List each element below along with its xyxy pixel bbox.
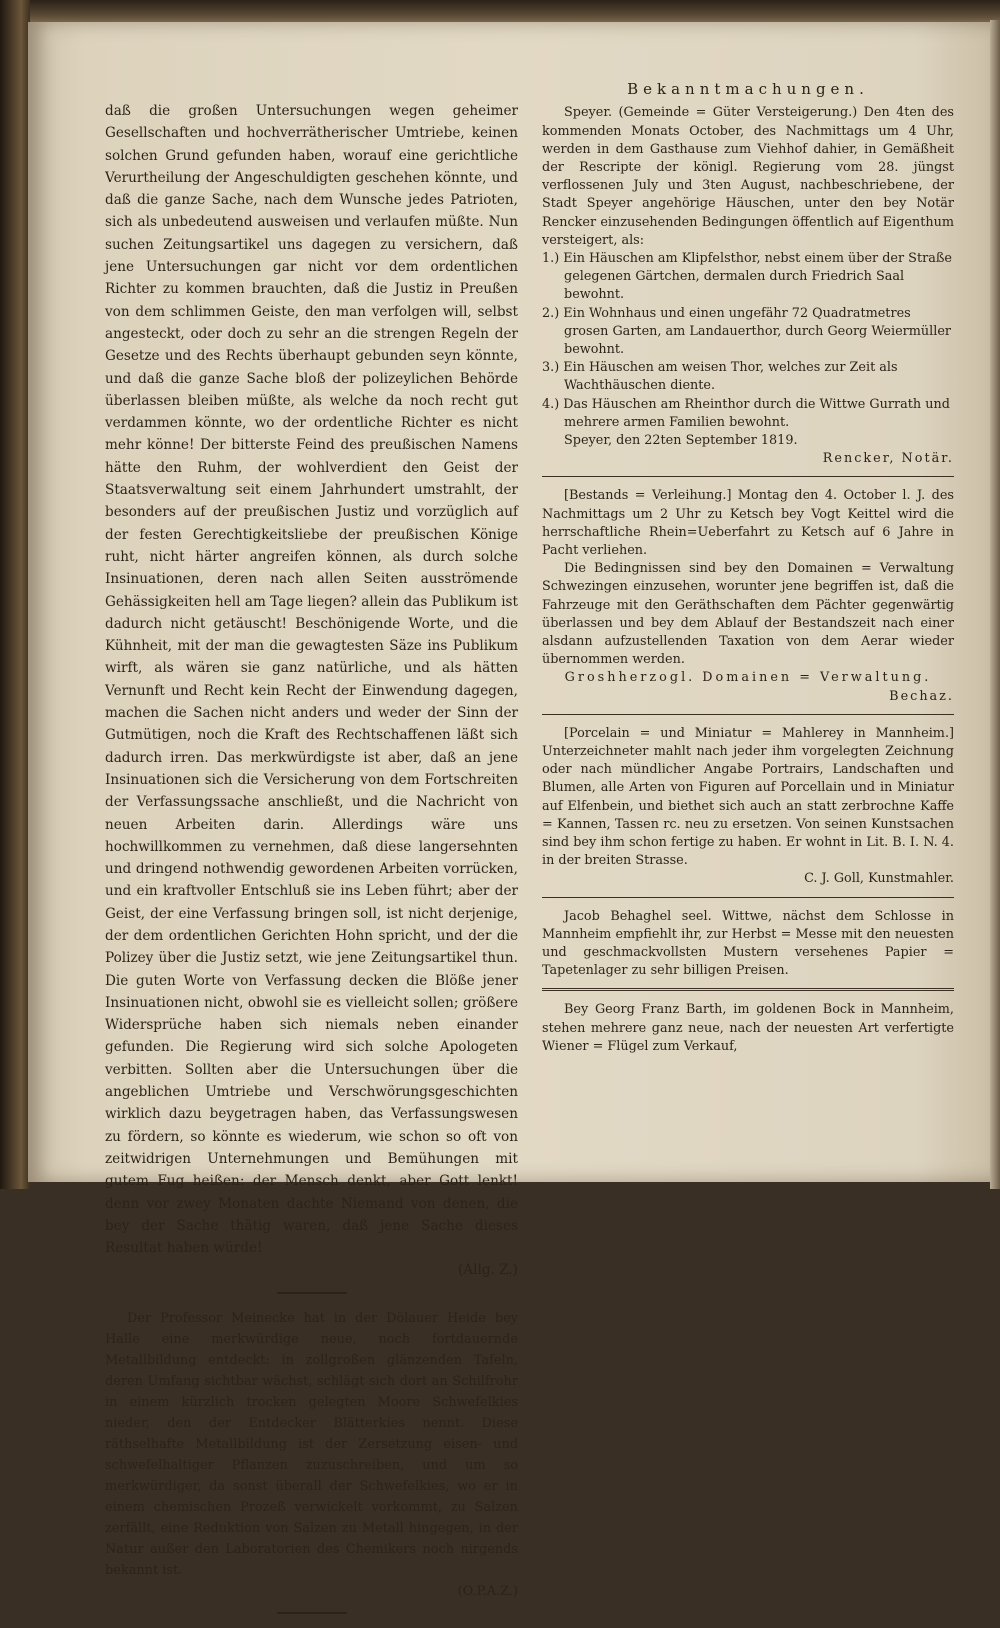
- divider-double: [542, 988, 954, 991]
- article-meinecke: Der Professor Meinecke hat in der Dölauer Heide bey Halle eine merkwürdige neue, noch fortdauernde Metallbildung entdeckt: in zollgroßen glänzenden Tafeln, deren Umfang sichtbar wächst, schlägt sich dort an Schilfrohr in einem kürzlich trocken gelegten Moore Schwefelkies nieder, den der Entdecker Blätterkies nennt. Diese räthselhafte Metallbildung ist der Zersetzung eisen- und schwefelhaltiger Pflanzen zuzuschreiben, und um so merkwürdiger, da sonst überall der Schwefelkies, wo er in einem chemischen Prozeß verwickelt vorkommt, zu Salzen zerfällt, eine Reduktion von Salzen zu Metall hingegen, in der Natur außer den Laboratorien des Chemikers noch nirgends bekannt ist.: [105, 1310, 518, 1578]
- notice-speyer-text: Speyer. (Gemeinde = Güter Versteigerung.) Den 4ten des kommenden Monats October, des Nachmittags um 4 Uhr, werden in dem Gasthause zum Viehhof dahier, in Gemäßheit der Rescripte der königl. Regierung vom 28. jüngst verflossenen July und 3ten August, nachbeschriebene, der Stadt Speyer angehörige Häuschen, unter den bey Notär Rencker einzusehenden Bedingungen öffentlich auf Eigenthum versteigert, als:: [542, 105, 954, 248]
- right-column: [542, 78, 954, 1056]
- notice-barth-text: Bey Georg Franz Barth, im goldenen Bock in Mannheim, stehen mehrere ganz neue, nach der neuesten Art verfertigte Wiener = Flügel zum Verkauf,: [542, 1002, 954, 1054]
- source-opaz: (O.P.A.Z.): [457, 1583, 518, 1599]
- list-item: 4.) Das Häuschen am Rheinthor durch die Wittwe Gurrath und mehrere armen Familien bewohnt.: [542, 396, 950, 430]
- book-spine: [0, 0, 30, 1189]
- divider-short: [277, 1292, 347, 1294]
- notice-behaghel-text: Jacob Behaghel seel. Wittwe, nächst dem Schlosse in Mannheim empfiehlt ihr, zur Herbst = Messe mit den neuesten und geschmackvollsten Mustern versehenes Papier = Tapetenlager zu sehr billigen Preisen.: [542, 908, 954, 979]
- notice-speyer-items: [542, 250, 954, 432]
- notice-porcelain-signature: C. J. Goll, Kunstmahler.: [804, 871, 954, 887]
- page-right-edge: [990, 20, 1000, 1189]
- notice-bestand-signature-2: Bechaz.: [889, 688, 954, 704]
- list-item: 3.) Ein Häuschen am weisen Thor, welches zur Zeit als Wachthäuschen diente.: [542, 360, 898, 394]
- notice-bestand-text-2: Die Bedingnissen sind bey den Domainen = Verwaltung Schwezingen einzusehen, worunter jene begriffen ist, daß die Fahrzeuge mit den Geräthschaften dem Pächter gegenwärtig überlassen und bey dem Ablauf der Bestandszeit nach einer alsdann aufzustellenden Taxation von dem Aerar wieder übernommen werden.: [542, 561, 954, 668]
- divider: [542, 897, 954, 898]
- section-heading: Bekanntmachungen.: [627, 80, 869, 98]
- divider: [542, 714, 954, 715]
- source-allg-z: (Allg. Z.): [458, 1262, 518, 1279]
- list-item: 2.) Ein Wohnhaus und einen ungefähr 72 Quadratmetres grosen Garten, am Landauerthor, durch Georg Weiermüller bewohnt.: [542, 305, 952, 357]
- divider-short-2: [277, 1612, 347, 1614]
- notice-porcelain-text: [Porcelain = und Miniatur = Mahlerey in Mannheim.] Unterzeichneter mahlt nach jeder ihm vorgelegten Zeichnung oder nach mündlicher Angabe Portrairs, Landschaften und Blumen, alle Arten von Figuren auf Porcellain und in Miniatur auf Elfenbein, und biethet sich auch an statt zerbrochne Kaffe = Kannen, Tassen rc. neu zu ersetzen. Von seinen Kunstsachen sind bey ihm schon fertige zu haben. Er wohnt in Lit. B. I. N. 4. in der breiten Strasse.: [542, 725, 954, 869]
- article-umtriebe: daß die großen Untersuchungen wegen geheimer Gesellschaften und hochverrätherischer Umtriebe, keinen solchen Grund gefunden haben, worauf eine gerichtliche Verurtheilung der Angeschuldigten geschehen könnte, und daß die ganze Sache, nach dem Wunsche jedes Patrioten, sich als unbedeutend ausweisen und verlaufen müßte. Nun suchen Zeitungsartikel uns dagegen zu versichern, daß jene Untersuchungen gar nicht vor dem ordentlichen Richter zu kommen brauchten, daß die Justiz in Preußen von dem schlimmen Geiste, den man verfolgen will, selbst angesteckt, oder doch zu sehr an die strengen Regeln der Gesetze und des Rechts überhaupt gebunden seyn könnte, und daß die ganze Sache bloß der polizeylichen Behörde überlassen bleiben müßte, als welche da noch recht gut verdammen könnte, wo der ordentliche Richter es nicht mehr könne! Der bitterste Feind des preußischen Namens hätte den Ruhm, der wohlverdient den Geist der Staatsverwaltung seit einem Jahrhundert umstrahlt, der besonders auf der preußischen Justiz und vorzüglich auf der festen Gerechtigkeitsliebe der preußischen Könige ruht, nicht härter angreifen können, als durch solche Insinuationen, deren nach allen Seiten ausströmende Gehässigkeiten hell am Tage liegen? allein das Publikum ist dadurch nicht getäuscht! Beschönigende Worte, und die Kühnheit, mit der man die gewagtesten Säze ins Publikum wirft, als wären sie ganz natürliche, und als hätten Vernunft und Recht kein Recht der Einwendung dagegen, machen die Sachen nicht anders und weder der Sinn der Gutmütigen, noch die Kraft des Rechtschaffenen läßt sich dadurch irren. Das merkwürdigste ist aber, daß an jene Insinuationen sich die Versicherung von dem Fortschreiten der Verfassungssache anschließt, und die Nachricht von neuen Arbeiten darin. Allerdings wäre uns hochwillkommen zu vernehmen, daß diese langersehnten und dringend nothwendig gewordenen Arbeiten vorrücken, und ein kraftvoller Entschluß sie ins Leben führt; aber der Geist, der eine Verfassung bringen soll, ist nicht derjenige, der dem ordentlichen Gerichten Hohn spricht, und der die Polizey über die Justiz setzt, wie jene Zeitungsartikel thun. Die guten Worte von Verfassung decken die Blöße jener Insinuationen nicht, obwohl sie es vielleicht sollen; größere Widersprüche haben sich niemals neben einander gefunden. Die Regierung wird sich solche Apologeten verbitten. Sollten aber die Untersuchungen über die angeblichen Umtriebe und Verschwörungsgeschichten wirklich dazu beygetragen haben, das Verfassungswesen zu fördern, so könnte es wiederum, wie schon so oft von zeitwidrigen Unternehmungen und Bemühungen mit gutem Fug heißen: der Mensch denkt, aber Gott lenkt! denn vor zwey Monaten dachte Niemand von denen, die bey der Sache thätig waren, daß jene Sache dieses Resultat haben würde!: [105, 103, 518, 1257]
- notice-speyer-dateline: Speyer, den 22ten September 1819.: [564, 432, 798, 448]
- notice-speyer-signature: Rencker, Notär.: [822, 451, 954, 467]
- left-column: [105, 100, 518, 1628]
- notice-bestand-signature: Groshherzogl. Domainen = Verwaltung.: [564, 670, 932, 686]
- notice-bestand-text: [Bestands = Verleihung.] Montag den 4. October l. J. des Nachmittags um 2 Uhr zu Ketsch bey Vogt Keittel wird die herrschaftliche Rhein=Ueberfahrt zu Ketsch auf 6 Jahre in Pacht verliehen.: [542, 488, 954, 558]
- list-item: 1.) Ein Häuschen am Klipfelsthor, nebst einem über der Straße gelegenen Gärtchen, dermalen durch Friedrich Saal bewohnt.: [542, 250, 952, 303]
- divider: [542, 476, 954, 477]
